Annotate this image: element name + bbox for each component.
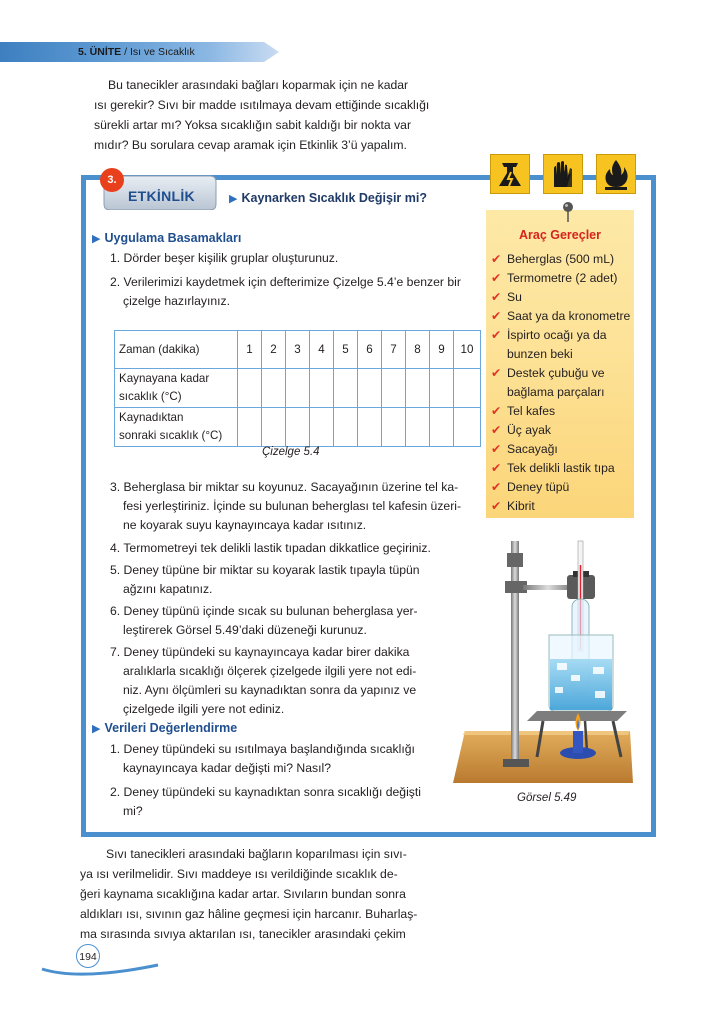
table-minute-cell: 1 [238, 331, 262, 369]
activity-number: 3. [100, 168, 124, 192]
step-5-line-1: 5. Deney tüpüne bir miktar su koyarak lastik tıpayla tüpün [110, 563, 420, 577]
play-arrow-icon: ▶ [92, 723, 101, 735]
table-minute-cell: 2 [262, 331, 286, 369]
intro-line-1: Bu tanecikler arasındaki bağları koparmak için ne kadar [108, 78, 409, 92]
step-7-line-4: çizelgede ilgili yere not ediniz. [123, 702, 285, 716]
step-2-line-1: 2. Verilerimizi kaydetmek için defterimize Çizelge 5.4’e benzer bir [110, 275, 461, 289]
step-3-line-2: fesi yerleştiriniz. İçinde su bulunan beherglası tel kafesin üzeri- [123, 499, 462, 513]
data-table [114, 330, 481, 447]
material-item: ✔ Tel kafes [491, 404, 556, 418]
material-item: ✔ İspirto ocağı ya da [491, 328, 607, 342]
check-icon: ✔ [491, 499, 502, 513]
check-icon: ✔ [491, 423, 502, 437]
outro-line-2: ya ısı verilmelidir. Sıvı maddeye ısı verildiğinde sıcaklık de- [80, 867, 398, 881]
corrosive-icon [490, 154, 530, 194]
table-minute-cell: 9 [430, 331, 454, 369]
step-1: 1. Dörder beşer kişilik gruplar oluşturunuz. [110, 251, 339, 265]
page-swoosh [40, 955, 160, 977]
table-minute-cell: 8 [406, 331, 430, 369]
check-icon: ✔ [491, 271, 502, 285]
question-2-line-1: 2. Deney tüpündeki su kaynadıktan sonra sıcaklığı değişti [110, 785, 421, 799]
table-row-label: Kaynayana kadar sıcaklık (°C) [115, 369, 238, 408]
pin-icon [558, 200, 578, 224]
play-arrow-icon: ▶ [92, 233, 101, 245]
activity-title: ▶ Kaynarken Sıcaklık Değişir mi? [229, 191, 427, 205]
material-item: ✔ Termometre (2 adet) [491, 271, 618, 285]
check-icon: ✔ [491, 404, 502, 418]
check-icon: ✔ [491, 309, 502, 323]
material-item: ✔ Sacayağı [491, 442, 558, 456]
flammable-icon [596, 154, 636, 194]
play-arrow-icon: ▶ [229, 193, 238, 205]
step-6-line-2: leştirerek Görsel 5.49’daki düzeneği kurunuz. [123, 623, 367, 637]
table-minute-cell: 3 [286, 331, 310, 369]
activity-word: ETKİNLİK [128, 188, 195, 204]
outro-line-5: ma sırasında sıvıya aktarılan ısı, tanecikler arasındaki çekim [80, 927, 406, 941]
check-icon: ✔ [491, 252, 502, 266]
material-item: ✔ Üç ayak [491, 423, 552, 437]
question-1-line-2: kaynayıncaya kadar değişti mi? Nasıl? [123, 761, 331, 775]
step-3-line-3: ne koyarak suyu kaynayıncaya kadar ısıtınız. [123, 518, 367, 532]
table-row-label: Kaynadıktan sonraki sıcaklık (°C) [115, 408, 238, 447]
table-row-before-boil [115, 369, 481, 408]
question-2-line-2: mi? [123, 804, 143, 818]
table-minute-cell: 6 [358, 331, 382, 369]
step-5-line-2: ağzını kapatınız. [123, 582, 213, 596]
unit-number: 5. ÜNİTE [78, 46, 122, 58]
outro-line-4: aldıkları ısı, sıvının gaz hâline geçmesi için harcanır. Buharlaş- [80, 907, 418, 921]
material-item: ✔ Saat ya da kronometre [491, 309, 631, 323]
check-icon: ✔ [491, 480, 502, 494]
table-minute-cell: 5 [334, 331, 358, 369]
step-7-line-2: aralıklarla sıcaklığı ölçerek çizelgede ilgili yere not edi- [123, 664, 417, 678]
table-minute-cell: 4 [310, 331, 334, 369]
material-item-cont: bağlama parçaları [507, 385, 605, 399]
step-7-line-1: 7. Deney tüpündeki su kaynayıncaya kadar birer dakika [110, 645, 410, 659]
gloves-icon [543, 154, 583, 194]
step-7-line-3: niz. Aynı ölçümleri su kaynadıktan sonra da yapınız ve [123, 683, 417, 697]
intro-line-4: mıdır? Bu sorulara cevap aramak için Etkinlik 3’ü yapalım. [94, 138, 407, 152]
table-header-label: Zaman (dakika) [115, 331, 238, 369]
check-icon: ✔ [491, 290, 502, 304]
step-3-line-1: 3. Beherglasa bir miktar su koyunuz. Sacayağının üzerine tel ka- [110, 480, 459, 494]
page-number: 194 [76, 944, 100, 968]
material-item: ✔ Su [491, 290, 522, 304]
outro-line-1: Sıvı tanecikleri arasındaki bağların koparılması için sıvı- [106, 847, 407, 861]
material-item: ✔ Beherglas (500 mL) [491, 252, 615, 266]
material-item: ✔ Deney tüpü [491, 480, 570, 494]
intro-line-3: sürekli artar mı? Yoksa sıcaklığın sabit kaldığı bir nokta var [94, 118, 412, 132]
table-caption: Çizelge 5.4 [262, 446, 320, 458]
intro-line-2: ısı gerekir? Sıvı bir madde ısıtılmaya devam ettiğinde sıcaklığı [94, 98, 430, 112]
check-icon: ✔ [491, 442, 502, 456]
procedure-heading: ▶ Uygulama Basamakları [92, 231, 242, 245]
experiment-setup-image [445, 535, 635, 787]
check-icon: ✔ [491, 328, 502, 342]
question-1-line-1: 1. Deney tüpündeki su ısıtılmaya başlandığında sıcaklığı [110, 742, 415, 756]
check-icon: ✔ [491, 461, 502, 475]
material-item: ✔ Tek delikli lastik tıpa [491, 461, 615, 475]
unit-topic: / Isı ve Sıcaklık [124, 46, 195, 58]
check-icon: ✔ [491, 366, 502, 380]
material-item: ✔ Destek çubuğu ve [491, 366, 605, 380]
step-6-line-1: 6. Deney tüpünü içinde sıcak su bulunan beherglasa yer- [110, 604, 418, 618]
material-item-cont: bunzen beki [507, 347, 573, 361]
evaluation-heading: ▶ Verileri Değerlendirme [92, 721, 238, 735]
table-row-header [115, 331, 481, 369]
table-minute-cell: 10 [454, 331, 481, 369]
table-row-after-boil [115, 408, 481, 447]
outro-line-3: ğeri kaynama sıcaklığına kadar artar. Sıvıların bundan sonra [80, 887, 406, 901]
materials-title: Araç Gereçler [518, 228, 601, 242]
step-2-line-2: çizelge hazırlayınız. [123, 294, 231, 308]
material-item: ✔ Kibrit [491, 499, 535, 513]
figure-caption: Görsel 5.49 [517, 792, 577, 804]
step-4: 4. Termometreyi tek delikli lastik tıpadan dikkatlice geçiriniz. [110, 541, 431, 555]
table-minute-cell: 7 [382, 331, 406, 369]
unit-header-label [78, 44, 195, 60]
